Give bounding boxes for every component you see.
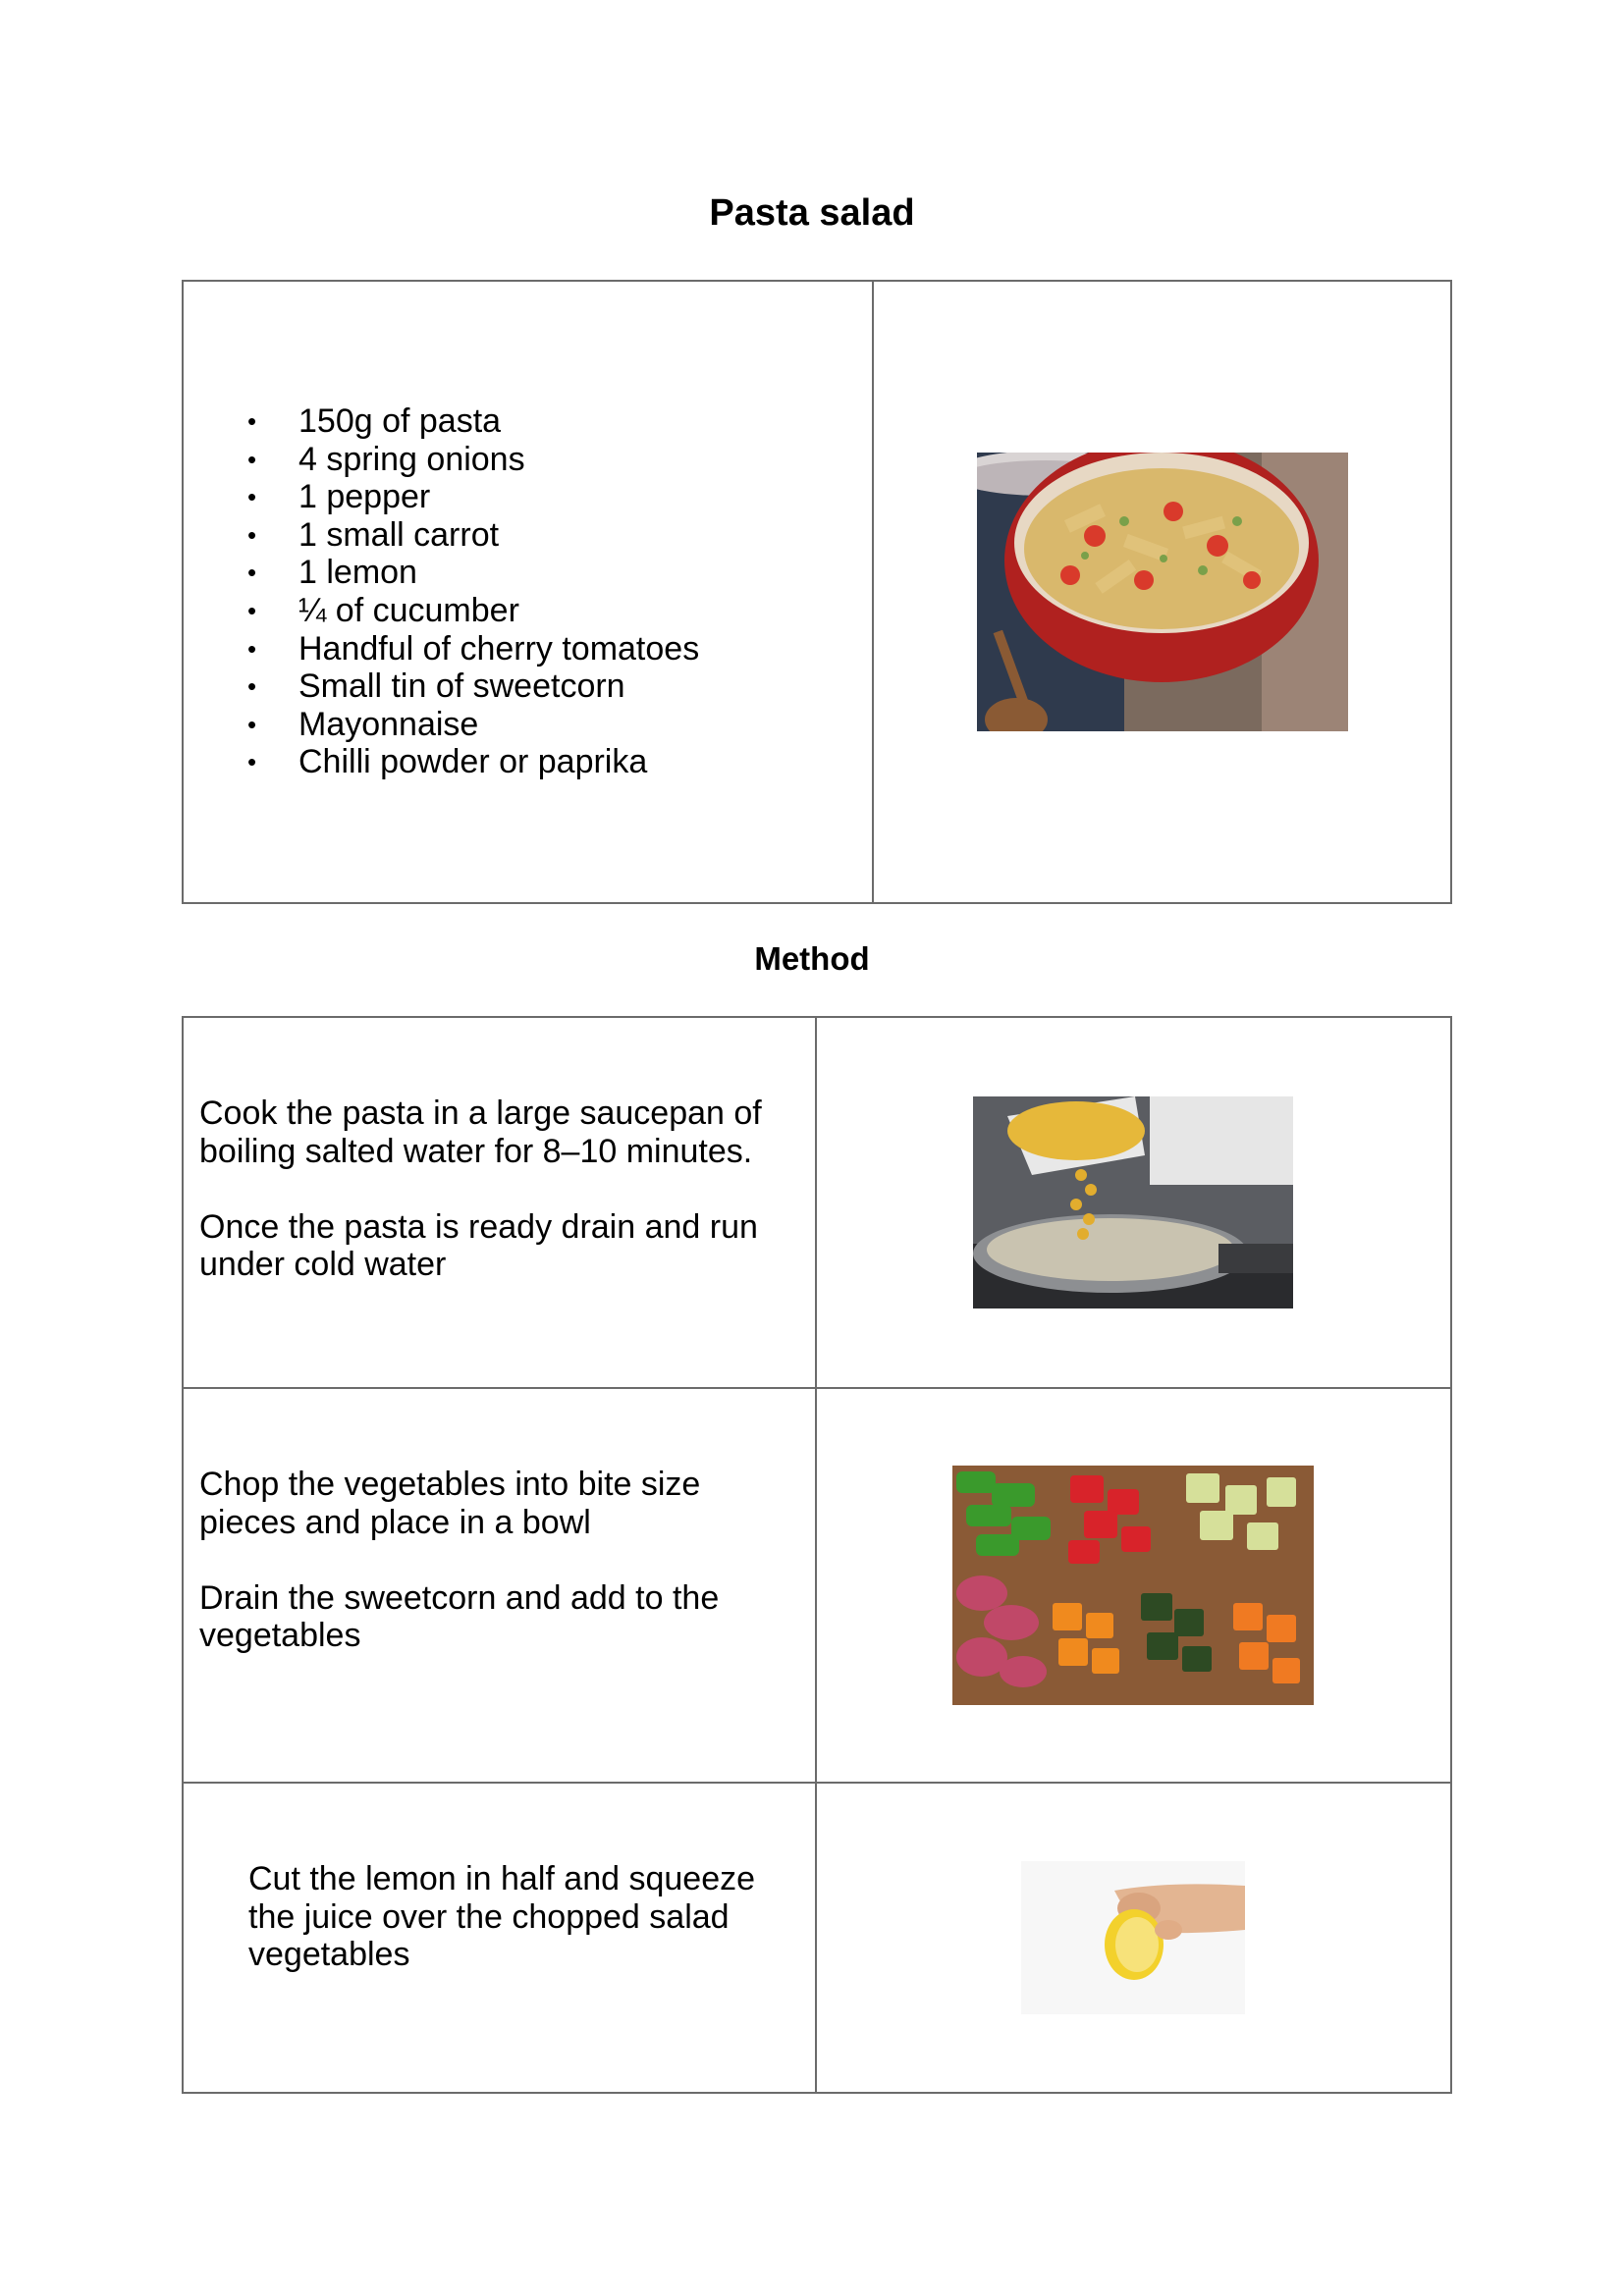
step-paragraph: Once the pasta is ready drain and run under cold water	[199, 1207, 758, 1284]
ingredient-item: • 4 spring onions	[298, 441, 872, 479]
method-heading: Method	[754, 940, 870, 977]
step-1-photo-cell	[816, 1017, 1451, 1388]
chopped-vegetables-photo	[952, 1466, 1314, 1705]
ingredients-table	[182, 280, 1452, 904]
step-paragraph: Chop the vegetables into bite size pieces and place in a bowl	[199, 1466, 701, 1541]
ingredient-item: • Mayonnaise	[298, 706, 872, 744]
ingredients-cell	[183, 281, 873, 903]
lemon-squeeze-photo	[1021, 1861, 1245, 2014]
method-table	[182, 1016, 1452, 2094]
step-paragraph: Cut the lemon in half and squeeze the juice over the chopped salad vegetables	[248, 1860, 756, 1974]
ingredient-item: • 1 pepper	[298, 478, 872, 516]
ingredient-item: • 1 lemon	[298, 554, 872, 592]
step-paragraph: Drain the sweetcorn and add to the vegetables	[199, 1578, 720, 1655]
ingredient-item: • ¼ of cucumber	[298, 592, 872, 630]
method-step-3	[183, 1783, 816, 2093]
salad-photo-cell	[873, 281, 1451, 903]
step-paragraph: Cook the pasta in a large saucepan of boiling salted water for 8–10 minutes.	[199, 1095, 762, 1170]
ingredient-item: • 150g of pasta	[298, 402, 872, 441]
method-step-1	[183, 1017, 816, 1388]
ingredient-item: • Small tin of sweetcorn	[298, 667, 872, 706]
step-3-photo-cell	[816, 1783, 1451, 2093]
pasta-boiling-photo	[973, 1096, 1293, 1308]
method-step-2	[183, 1388, 816, 1783]
ingredient-item: • Chilli powder or paprika	[298, 743, 872, 781]
pasta-salad-photo	[977, 453, 1348, 731]
step-2-photo-cell	[816, 1388, 1451, 1783]
page-title: Pasta salad	[709, 192, 915, 234]
ingredient-item: • Handful of cherry tomatoes	[298, 630, 872, 668]
ingredients-list	[184, 402, 872, 781]
ingredient-item: • 1 small carrot	[298, 516, 872, 555]
